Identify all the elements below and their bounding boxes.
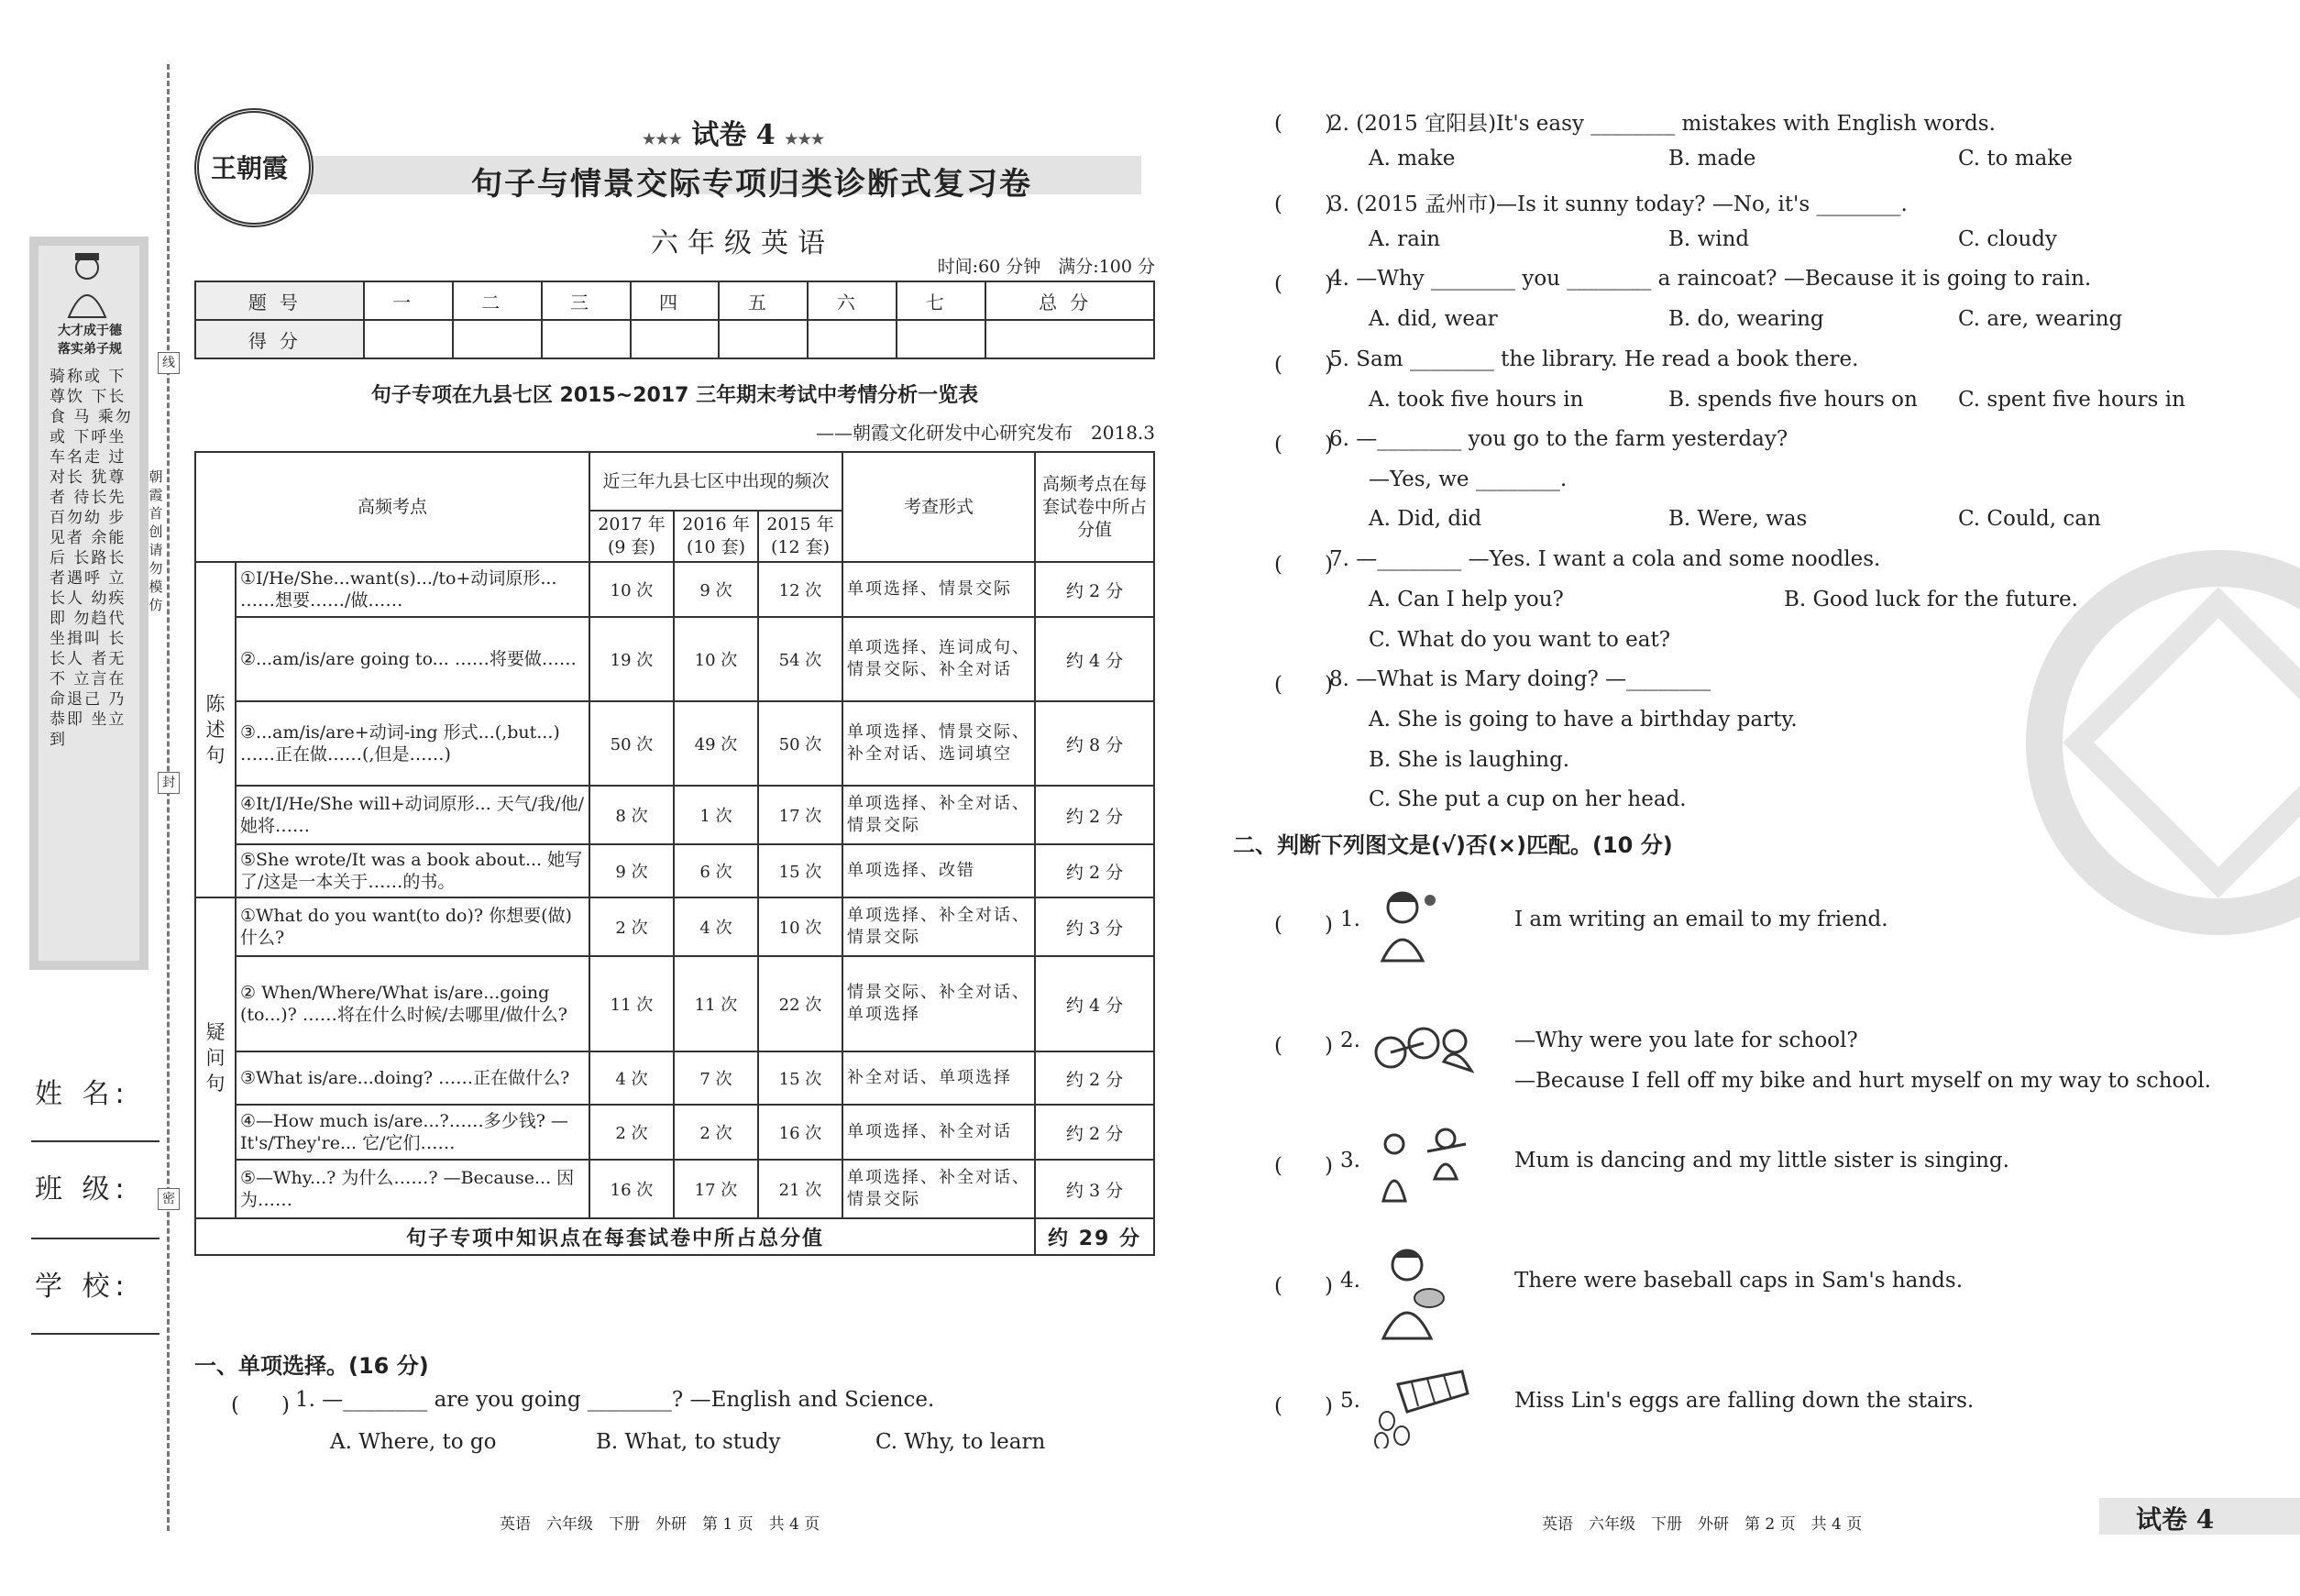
stars-right: ★★★ [785,130,825,148]
judge-4-text: There were baseball caps in Sam's hands. [1514,1269,1964,1293]
table-cell-2017: 4 次 [589,1051,674,1105]
section-1-title: 一、单项选择。(16 分) [194,1353,429,1379]
table-cell-2016: 9 次 [674,562,758,617]
question-5-stem: 5. Sam ________ the library. He read a book there. [1329,347,1859,371]
copyright-note: 朝霞首创 请勿模仿 [149,468,163,613]
header-form: 考查形式 [842,452,1035,562]
score-input-cell[interactable] [719,320,808,358]
header-freq: 近三年九县七区中出现的频次 [589,452,842,511]
time-score: 时间:60 分钟 满分:100 分 [937,257,1155,277]
question-4-option-a[interactable]: A. did, wear [1369,307,1498,331]
corner-label: 试卷 4 [2136,1504,2215,1535]
table-cell-form: 补全对话、单项选择 [842,1051,1035,1105]
table-cell-value: 约 2 分 [1035,786,1154,844]
score-header-cell: 六 [808,281,897,320]
question-1-stem: 1. —________ are you going ________? —English and Science. [295,1388,935,1412]
table-cell-2016: 17 次 [674,1160,758,1218]
table-row-point: ② When/Where/What is/are...going (to...)? ……将在什么时候/去哪里/做什么? [236,956,589,1051]
table-footer-label: 句子专项中知识点在每套试卷中所占总分值 [195,1218,1035,1255]
judge-1-paren[interactable]: ( ) [1274,913,1333,937]
score-row-label: 得分 [195,320,364,358]
score-input-cell[interactable] [453,320,542,358]
question-5-option-c[interactable]: C. spent five hours in [1958,388,2185,412]
question-8-paren[interactable]: ( ) [1274,673,1333,697]
logo-text: 王朝霞 [210,153,288,183]
question-2-stem: 2. (2015 宜阳县)It's easy ________ mistakes with English words. [1329,112,1996,136]
table-cell-2015: 50 次 [758,701,842,786]
table-cell-2017: 10 次 [589,562,674,617]
question-5-paren[interactable]: ( ) [1274,353,1333,377]
judge-3-paren[interactable]: ( ) [1274,1154,1333,1178]
header-value: 高频考点在每套试卷中所占分值 [1035,452,1154,562]
table-cell-2016: 10 次 [674,617,758,701]
motto-line-2: 落实弟子规 [58,342,122,357]
score-header-cell: 三 [542,281,631,320]
table-cell-2015: 12 次 [758,562,842,617]
section-2-title: 二、判断下列图文是(√)否(×)匹配。(10 分) [1233,832,1673,858]
question-2-option-b[interactable]: B. made [1668,147,1756,171]
question-3-option-a[interactable]: A. rain [1369,227,1441,251]
header-2017: 2017 年 (9 套) [589,511,674,562]
table-cell-2016: 4 次 [674,897,758,956]
question-1-paren[interactable]: ( ) [231,1393,290,1417]
score-header-cell: 二 [453,281,542,320]
table-cell-value: 约 2 分 [1035,844,1154,897]
table-cell-2016: 7 次 [674,1051,758,1105]
table-cell-2016: 11 次 [674,956,758,1051]
judge-2-num: 2. [1340,1029,1360,1052]
question-2-paren[interactable]: ( ) [1274,112,1333,136]
table-cell-2015: 15 次 [758,844,842,897]
table-cell-2017: 2 次 [589,897,674,956]
table-cell-value: 约 4 分 [1035,956,1154,1051]
question-3-paren[interactable]: ( ) [1274,193,1333,216]
table-cell-form: 单项选择、补全对话 [842,1105,1035,1160]
table-cell-form: 单项选择、补全对话、情景交际 [842,786,1035,844]
secret-label: 密 [158,1188,180,1210]
group-question: 疑问句 [195,897,236,1218]
score-table [194,281,1155,359]
table-cell-2016: 6 次 [674,844,758,897]
question-1-option-a[interactable]: A. Where, to go [330,1430,497,1454]
question-8-option-c[interactable]: C. She put a cup on her head. [1369,787,1687,811]
question-5-option-a[interactable]: A. took five hours in [1369,388,1584,412]
score-input-cell[interactable] [631,320,720,358]
table-footer-value: 约 29 分 [1035,1218,1154,1255]
table-cell-form: 单项选择、情景交际、补全对话、选词填空 [842,701,1035,786]
score-header-cell: 题号 [195,281,364,320]
school-label: 学 校: [35,1271,130,1303]
table-cell-2016: 2 次 [674,1105,758,1160]
page-1-footer: 英语 六年级 下册 外研 第 1 页 共 4 页 [500,1515,820,1534]
table-row-point: ④It/I/He/She will+动词原形... 天气/我/他/她将…… [236,786,589,844]
judge-2-text-line-2: —Because I fell off my bike and hurt myself on my way to school. [1514,1069,2211,1093]
table-row-point: ⑤She wrote/It was a book about... 她写了/这是一本关于……的书。 [236,844,589,897]
table-cell-2015: 17 次 [758,786,842,844]
table-cell-2017: 2 次 [589,1105,674,1160]
score-header-cell: 四 [631,281,720,320]
name-field[interactable] [31,1140,160,1142]
question-7-option-b[interactable]: B. Good luck for the future. [1784,588,2078,611]
question-8-stem: 8. —What is Mary doing? —________ [1329,667,1711,691]
class-field[interactable] [31,1238,160,1239]
score-input-cell[interactable] [542,320,631,358]
table-row-point: ③...am/is/are+动词-ing 形式...(,but...) ……正在做……(,但是……) [236,701,589,786]
grade-title: 六年级英语 [651,227,834,259]
boy-holding-icon [1370,1239,1453,1340]
table-cell-2016: 49 次 [674,701,758,786]
question-4-paren[interactable]: ( ) [1274,272,1333,296]
analysis-table [194,451,1155,1256]
table-row-point: ⑤—Why...? 为什么……? —Because... 因为…… [236,1160,589,1218]
question-6-option-b[interactable]: B. Were, was [1668,507,1808,531]
table-cell-2017: 8 次 [589,786,674,844]
question-2-option-a[interactable]: A. make [1369,147,1456,171]
seal-label: 封 [158,772,180,794]
disciple-rules-text: 骑称或 下尊饮 下长食 马 乘勿或 下呼坐 车名走 过对长 犹尊者 待长先 百勿幼 步见者 余能后 长路长 者遇呼 立长人 幼疾即 勿趋代 坐揖叫 长长人 者无不 立言在 命退己 乃恭即 坐立到 [50,368,133,749]
question-6-stem: 6. —________ you go to the farm yesterday? [1329,427,1788,451]
analysis-source: ——朝霞文化研发中心研究发布 2018.3 [816,422,1155,444]
table-cell-value: 约 4 分 [1035,617,1154,701]
table-cell-form: 单项选择、补全对话、情景交际 [842,1160,1035,1218]
header-point: 高频考点 [195,452,589,562]
table-cell-2016: 1 次 [674,786,758,844]
analysis-title: 句子专项在九县七区 2015~2017 三年期末考试中考情分析一览表 [370,384,979,407]
table-cell-2015: 10 次 [758,897,842,956]
score-input-cell[interactable] [897,320,985,358]
score-header-cell: 七 [897,281,985,320]
table-cell-2015: 22 次 [758,956,842,1051]
question-7-stem: 7. —________ —Yes. I want a cola and some noodles. [1329,547,1881,571]
table-cell-value: 约 2 分 [1035,562,1154,617]
judge-5-text: Miss Lin's eggs are falling down the stairs. [1514,1389,1975,1413]
stars-left: ★★★ [642,130,682,148]
binding-dashed-line [167,64,170,1531]
question-8-option-b[interactable]: B. She is laughing. [1369,748,1570,772]
table-cell-2015: 15 次 [758,1051,842,1105]
subject-title: 句子与情景交际专项归类诊断式复习卷 [471,166,1032,203]
judge-5-paren[interactable]: ( ) [1274,1394,1333,1418]
question-3-option-b[interactable]: B. wind [1668,227,1750,251]
table-row-point: ②...am/is/are going to... ……将要做…… [236,617,589,701]
question-7-option-a[interactable]: A. Can I help you? [1369,588,1564,611]
table-cell-value: 约 2 分 [1035,1105,1154,1160]
table-cell-form: 单项选择、连词成句、情景交际、补全对话 [842,617,1035,701]
paper-number-text: 试卷 4 [691,119,776,151]
table-cell-2015: 54 次 [758,617,842,701]
motto-line-1: 大才成于德 [58,324,122,338]
question-6-paren[interactable]: ( ) [1274,433,1333,457]
question-6-stem-line-2: —Yes, we ________. [1369,468,1568,491]
name-label: 姓 名: [35,1078,130,1110]
bike-fall-icon [1370,1016,1480,1080]
table-cell-2017: 50 次 [589,701,674,786]
table-row-point: ③What is/are...doing? ……正在做什么? [236,1051,589,1105]
score-input-cell[interactable] [364,320,453,358]
page-2-footer: 英语 六年级 下册 外研 第 2 页 共 4 页 [1542,1515,1863,1534]
table-cell-2017: 9 次 [589,844,674,897]
class-label: 班 级: [35,1173,130,1205]
scholar-icon [55,246,119,319]
header-2015: 2015 年 (12 套) [758,511,842,562]
question-5-option-b[interactable]: B. spends five hours on [1668,388,1918,412]
score-header-cell: 总分 [985,281,1154,320]
school-field[interactable] [31,1333,160,1335]
table-cell-value: 约 3 分 [1035,1160,1154,1218]
table-cell-2017: 16 次 [589,1160,674,1218]
eggs-stairs-icon [1370,1366,1471,1448]
table-cell-2015: 21 次 [758,1160,842,1218]
score-header-cell: 五 [719,281,808,320]
table-cell-form: 单项选择、情景交际 [842,562,1035,617]
table-cell-value: 约 8 分 [1035,701,1154,786]
judge-1-text: I am writing an email to my friend. [1514,908,1888,931]
question-4-option-b[interactable]: B. do, wearing [1668,307,1824,331]
table-cell-2015: 16 次 [758,1105,842,1160]
question-7-paren[interactable]: ( ) [1274,553,1333,577]
question-6-option-c[interactable]: C. Could, can [1958,507,2101,531]
table-row-point: ①I/He/She...want(s).../to+动词原形... ……想要……/做…… [236,562,589,617]
question-7-option-c[interactable]: C. What do you want to eat? [1369,628,1671,652]
judge-4-num: 4. [1340,1269,1360,1293]
table-cell-form: 情景交际、补全对话、单项选择 [842,956,1035,1051]
question-8-option-a[interactable]: A. She is going to have a birthday party. [1369,708,1798,732]
table-cell-form: 单项选择、改错 [842,844,1035,897]
seal-line-label: 线 [158,352,180,374]
group-statement: 陈述句 [195,562,236,897]
judge-2-text: —Why were you late for school? [1514,1029,1858,1052]
judge-3-num: 3. [1340,1149,1360,1172]
header-2016: 2016 年 (10 套) [674,511,758,562]
table-cell-form: 单项选择、补全对话、情景交际 [842,897,1035,956]
question-6-option-a[interactable]: A. Did, did [1369,507,1482,531]
judge-4-paren[interactable]: ( ) [1274,1274,1333,1298]
table-row-point: ①What do you want(to do)? 你想要(做)什么? [236,897,589,956]
table-cell-2017: 19 次 [589,617,674,701]
table-cell-value: 约 3 分 [1035,897,1154,956]
question-3-stem: 3. (2015 孟州市)—Is it sunny today? —No, it's ________. [1329,193,1908,216]
judge-5-num: 5. [1340,1389,1360,1413]
question-2-option-c[interactable]: C. to make [1958,147,2073,171]
paper-number [623,112,843,152]
question-4-option-c[interactable]: C. are, wearing [1958,307,2123,331]
table-row-point: ④—How much is/are...?……多少钱? —It's/They're... 它/它们…… [236,1105,589,1160]
table-cell-value: 约 2 分 [1035,1051,1154,1105]
judge-2-paren[interactable]: ( ) [1274,1034,1333,1058]
question-4-stem: 4. —Why ________ you ________ a raincoat? —Because it is going to rain. [1329,267,2092,291]
judge-3-text: Mum is dancing and my little sister is singing. [1514,1149,2009,1172]
girl-playing-icon [1366,882,1448,964]
judge-1-num: 1. [1340,908,1360,931]
score-input-cell[interactable] [808,320,897,358]
score-input-cell[interactable] [985,320,1154,358]
question-3-option-c[interactable]: C. cloudy [1958,227,2058,251]
question-1-option-b[interactable]: B. What, to study [596,1430,781,1454]
score-header-cell: 一 [364,281,453,320]
dance-sing-icon [1370,1124,1480,1206]
table-cell-2017: 11 次 [589,956,674,1051]
question-1-option-c[interactable]: C. Why, to learn [875,1430,1046,1454]
